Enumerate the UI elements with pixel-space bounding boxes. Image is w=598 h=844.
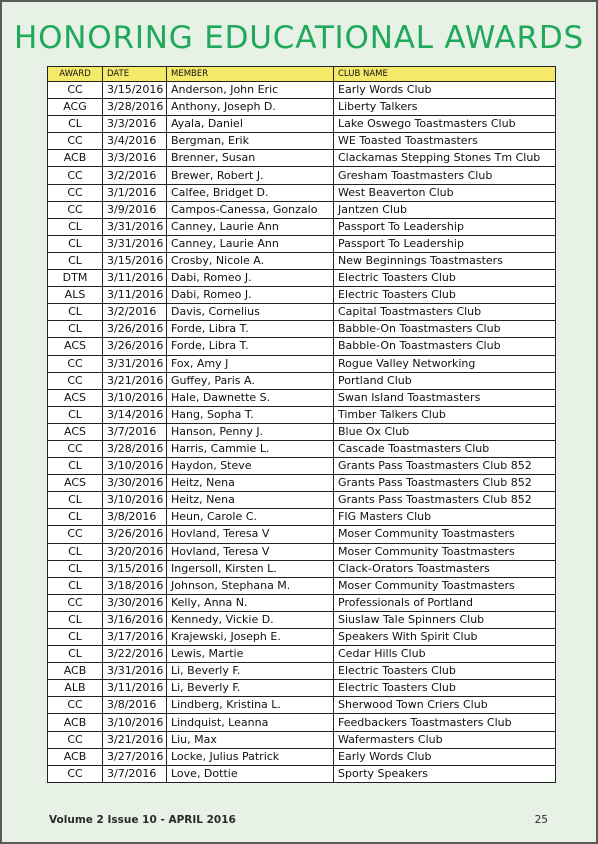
date-cell: 3/4/2016 [103, 133, 167, 150]
club-name-cell: Swan Island Toastmasters [334, 389, 556, 406]
date-cell: 3/26/2016 [103, 526, 167, 543]
table-row [48, 133, 556, 150]
member-cell: Canney, Laurie Ann [167, 235, 334, 252]
member-cell: Crosby, Nicole A. [167, 252, 334, 269]
member-cell: Love, Dottie [167, 765, 334, 782]
award-cell: CL [48, 406, 103, 423]
award-cell: ACG [48, 99, 103, 116]
date-cell: 3/10/2016 [103, 492, 167, 509]
date-cell: 3/15/2016 [103, 82, 167, 99]
table-row [48, 731, 556, 748]
member-cell: Kennedy, Vickie D. [167, 611, 334, 628]
table-row [48, 560, 556, 577]
member-cell: Li, Beverly F. [167, 680, 334, 697]
member-cell: Locke, Julius Patrick [167, 748, 334, 765]
club-name-cell: Sherwood Town Criers Club [334, 697, 556, 714]
table-row [48, 372, 556, 389]
date-cell: 3/10/2016 [103, 458, 167, 475]
member-cell: Li, Beverly F. [167, 663, 334, 680]
award-cell: CL [48, 304, 103, 321]
date-cell: 3/2/2016 [103, 167, 167, 184]
award-cell: CL [48, 629, 103, 646]
date-cell: 3/16/2016 [103, 611, 167, 628]
award-cell: CL [48, 458, 103, 475]
club-name-cell: Jantzen Club [334, 201, 556, 218]
award-cell: CC [48, 440, 103, 457]
award-cell: ACS [48, 423, 103, 440]
award-cell: ALB [48, 680, 103, 697]
club-name-cell: Lake Oswego Toastmasters Club [334, 116, 556, 133]
date-cell: 3/11/2016 [103, 680, 167, 697]
award-cell: CC [48, 201, 103, 218]
date-cell: 3/28/2016 [103, 99, 167, 116]
date-cell: 3/10/2016 [103, 389, 167, 406]
table-row [48, 423, 556, 440]
table-row [48, 714, 556, 731]
date-cell: 3/17/2016 [103, 629, 167, 646]
date-cell: 3/27/2016 [103, 748, 167, 765]
date-cell: 3/1/2016 [103, 184, 167, 201]
table-row [48, 184, 556, 201]
member-cell: Dabi, Romeo J. [167, 270, 334, 287]
table-row [48, 304, 556, 321]
table-row [48, 526, 556, 543]
date-cell: 3/31/2016 [103, 663, 167, 680]
date-cell: 3/22/2016 [103, 646, 167, 663]
award-cell: CC [48, 731, 103, 748]
award-cell: CL [48, 560, 103, 577]
table-row [48, 629, 556, 646]
club-name-cell: Babble-On Toastmasters Club [334, 338, 556, 355]
member-cell: Harris, Cammie L. [167, 440, 334, 457]
club-name-cell: Clackamas Stepping Stones Tm Club [334, 150, 556, 167]
date-cell: 3/20/2016 [103, 543, 167, 560]
award-cell: ACB [48, 714, 103, 731]
award-cell: CC [48, 372, 103, 389]
club-name-cell: Electric Toasters Club [334, 270, 556, 287]
member-cell: Dabi, Romeo J. [167, 287, 334, 304]
date-cell: 3/3/2016 [103, 116, 167, 133]
table-row [48, 235, 556, 252]
page-number: 25 [534, 814, 548, 826]
table-row [48, 543, 556, 560]
table-row [48, 321, 556, 338]
member-cell: Guffey, Paris A. [167, 372, 334, 389]
award-cell: ACB [48, 748, 103, 765]
award-cell: CC [48, 167, 103, 184]
date-cell: 3/26/2016 [103, 338, 167, 355]
member-cell: Hanson, Penny J. [167, 423, 334, 440]
member-cell: Liu, Max [167, 731, 334, 748]
member-cell: Anthony, Joseph D. [167, 99, 334, 116]
date-cell: 3/10/2016 [103, 714, 167, 731]
date-cell: 3/8/2016 [103, 697, 167, 714]
table-row [48, 458, 556, 475]
member-cell: Heitz, Nena [167, 475, 334, 492]
date-cell: 3/21/2016 [103, 372, 167, 389]
club-name-cell: Timber Talkers Club [334, 406, 556, 423]
club-name-cell: Electric Toasters Club [334, 680, 556, 697]
award-cell: CC [48, 184, 103, 201]
member-cell: Fox, Amy J [167, 355, 334, 372]
table-row [48, 680, 556, 697]
club-name-cell: Speakers With Spirit Club [334, 629, 556, 646]
award-cell: CL [48, 543, 103, 560]
table-row [48, 99, 556, 116]
award-cell: CL [48, 646, 103, 663]
date-cell: 3/26/2016 [103, 321, 167, 338]
club-name-cell: Siuslaw Tale Spinners Club [334, 611, 556, 628]
date-cell: 3/31/2016 [103, 235, 167, 252]
award-cell: CL [48, 577, 103, 594]
table-row [48, 492, 556, 509]
date-cell: 3/11/2016 [103, 287, 167, 304]
award-cell: CL [48, 321, 103, 338]
member-cell: Lindquist, Leanna [167, 714, 334, 731]
member-cell: Forde, Libra T. [167, 338, 334, 355]
member-cell: Lewis, Martie [167, 646, 334, 663]
table-row [48, 577, 556, 594]
award-cell: CC [48, 765, 103, 782]
club-name-cell: Grants Pass Toastmasters Club 852 [334, 475, 556, 492]
award-cell: DTM [48, 270, 103, 287]
club-name-cell: Moser Community Toastmasters [334, 577, 556, 594]
member-cell: Johnson, Stephana M. [167, 577, 334, 594]
award-cell: CC [48, 133, 103, 150]
date-cell: 3/30/2016 [103, 594, 167, 611]
date-cell: 3/7/2016 [103, 765, 167, 782]
club-name-cell: Portland Club [334, 372, 556, 389]
award-cell: CC [48, 355, 103, 372]
date-cell: 3/30/2016 [103, 475, 167, 492]
table-row [48, 116, 556, 133]
column-header-club-name: CLUB NAME [334, 67, 556, 82]
date-cell: 3/21/2016 [103, 731, 167, 748]
table-row [48, 355, 556, 372]
table-row [48, 218, 556, 235]
table-row [48, 287, 556, 304]
member-cell: Ingersoll, Kirsten L. [167, 560, 334, 577]
club-name-cell: Capital Toastmasters Club [334, 304, 556, 321]
club-name-cell: Sporty Speakers [334, 765, 556, 782]
member-cell: Brenner, Susan [167, 150, 334, 167]
club-name-cell: Passport To Leadership [334, 218, 556, 235]
table-row [48, 611, 556, 628]
table-row [48, 663, 556, 680]
member-cell: Hang, Sopha T. [167, 406, 334, 423]
date-cell: 3/2/2016 [103, 304, 167, 321]
club-name-cell: Electric Toasters Club [334, 663, 556, 680]
club-name-cell: Rogue Valley Networking [334, 355, 556, 372]
member-cell: Krajewski, Joseph E. [167, 629, 334, 646]
award-cell: CC [48, 594, 103, 611]
award-cell: CL [48, 235, 103, 252]
club-name-cell: New Beginnings Toastmasters [334, 252, 556, 269]
member-cell: Campos-Canessa, Gonzalo [167, 201, 334, 218]
date-cell: 3/8/2016 [103, 509, 167, 526]
club-name-cell: Clack-Orators Toastmasters [334, 560, 556, 577]
member-cell: Heitz, Nena [167, 492, 334, 509]
date-cell: 3/31/2016 [103, 355, 167, 372]
member-cell: Anderson, John Eric [167, 82, 334, 99]
award-cell: ACS [48, 389, 103, 406]
member-cell: Forde, Libra T. [167, 321, 334, 338]
member-cell: Hale, Dawnette S. [167, 389, 334, 406]
member-cell: Ayala, Daniel [167, 116, 334, 133]
club-name-cell: Electric Toasters Club [334, 287, 556, 304]
date-cell: 3/28/2016 [103, 440, 167, 457]
table-header-row [48, 67, 556, 82]
award-cell: ACB [48, 150, 103, 167]
club-name-cell: WE Toasted Toastmasters [334, 133, 556, 150]
club-name-cell: Feedbackers Toastmasters Club [334, 714, 556, 731]
member-cell: Haydon, Steve [167, 458, 334, 475]
club-name-cell: Liberty Talkers [334, 99, 556, 116]
table-row [48, 338, 556, 355]
table-row [48, 167, 556, 184]
member-cell: Lindberg, Kristina L. [167, 697, 334, 714]
member-cell: Canney, Laurie Ann [167, 218, 334, 235]
table-row [48, 646, 556, 663]
table-row [48, 748, 556, 765]
date-cell: 3/15/2016 [103, 560, 167, 577]
table-row [48, 252, 556, 269]
member-cell: Bergman, Erik [167, 133, 334, 150]
table-row [48, 150, 556, 167]
club-name-cell: Babble-On Toastmasters Club [334, 321, 556, 338]
awards-table-body [48, 82, 556, 783]
table-row [48, 406, 556, 423]
column-header-award: AWARD [48, 67, 103, 82]
award-cell: CL [48, 492, 103, 509]
table-row [48, 594, 556, 611]
date-cell: 3/14/2016 [103, 406, 167, 423]
table-row [48, 697, 556, 714]
award-cell: CL [48, 611, 103, 628]
award-cell: CC [48, 526, 103, 543]
club-name-cell: Cascade Toastmasters Club [334, 440, 556, 457]
member-cell: Davis, Cornelius [167, 304, 334, 321]
table-row [48, 82, 556, 99]
table-row [48, 389, 556, 406]
award-cell: CL [48, 218, 103, 235]
table-row [48, 440, 556, 457]
date-cell: 3/7/2016 [103, 423, 167, 440]
award-cell: CL [48, 509, 103, 526]
page-title: HONORING EDUCATIONAL AWARDS [13, 20, 584, 56]
award-cell: CC [48, 82, 103, 99]
award-cell: CL [48, 252, 103, 269]
club-name-cell: Grants Pass Toastmasters Club 852 [334, 492, 556, 509]
club-name-cell: West Beaverton Club [334, 184, 556, 201]
club-name-cell: Grants Pass Toastmasters Club 852 [334, 458, 556, 475]
member-cell: Calfee, Bridget D. [167, 184, 334, 201]
club-name-cell: Professionals of Portland [334, 594, 556, 611]
award-cell: CC [48, 697, 103, 714]
date-cell: 3/15/2016 [103, 252, 167, 269]
member-cell: Hovland, Teresa V [167, 543, 334, 560]
award-cell: ACS [48, 475, 103, 492]
award-cell: ALS [48, 287, 103, 304]
date-cell: 3/9/2016 [103, 201, 167, 218]
table-row [48, 765, 556, 782]
club-name-cell: Gresham Toastmasters Club [334, 167, 556, 184]
club-name-cell: FIG Masters Club [334, 509, 556, 526]
club-name-cell: Moser Community Toastmasters [334, 543, 556, 560]
date-cell: 3/3/2016 [103, 150, 167, 167]
club-name-cell: Moser Community Toastmasters [334, 526, 556, 543]
column-header-date: DATE [103, 67, 167, 82]
date-cell: 3/31/2016 [103, 218, 167, 235]
club-name-cell: Cedar Hills Club [334, 646, 556, 663]
table-row [48, 201, 556, 218]
table-row [48, 475, 556, 492]
issue-label: Volume 2 Issue 10 - APRIL 2016 [49, 814, 236, 826]
club-name-cell: Blue Ox Club [334, 423, 556, 440]
award-cell: CL [48, 116, 103, 133]
member-cell: Brewer, Robert J. [167, 167, 334, 184]
awards-table [47, 66, 556, 783]
table-row [48, 509, 556, 526]
club-name-cell: Early Words Club [334, 82, 556, 99]
date-cell: 3/11/2016 [103, 270, 167, 287]
column-header-member: MEMBER [167, 67, 334, 82]
date-cell: 3/18/2016 [103, 577, 167, 594]
table-row [48, 270, 556, 287]
member-cell: Heun, Carole C. [167, 509, 334, 526]
club-name-cell: Early Words Club [334, 748, 556, 765]
award-cell: ACB [48, 663, 103, 680]
member-cell: Hovland, Teresa V [167, 526, 334, 543]
club-name-cell: Passport To Leadership [334, 235, 556, 252]
award-cell: ACS [48, 338, 103, 355]
member-cell: Kelly, Anna N. [167, 594, 334, 611]
club-name-cell: Wafermasters Club [334, 731, 556, 748]
